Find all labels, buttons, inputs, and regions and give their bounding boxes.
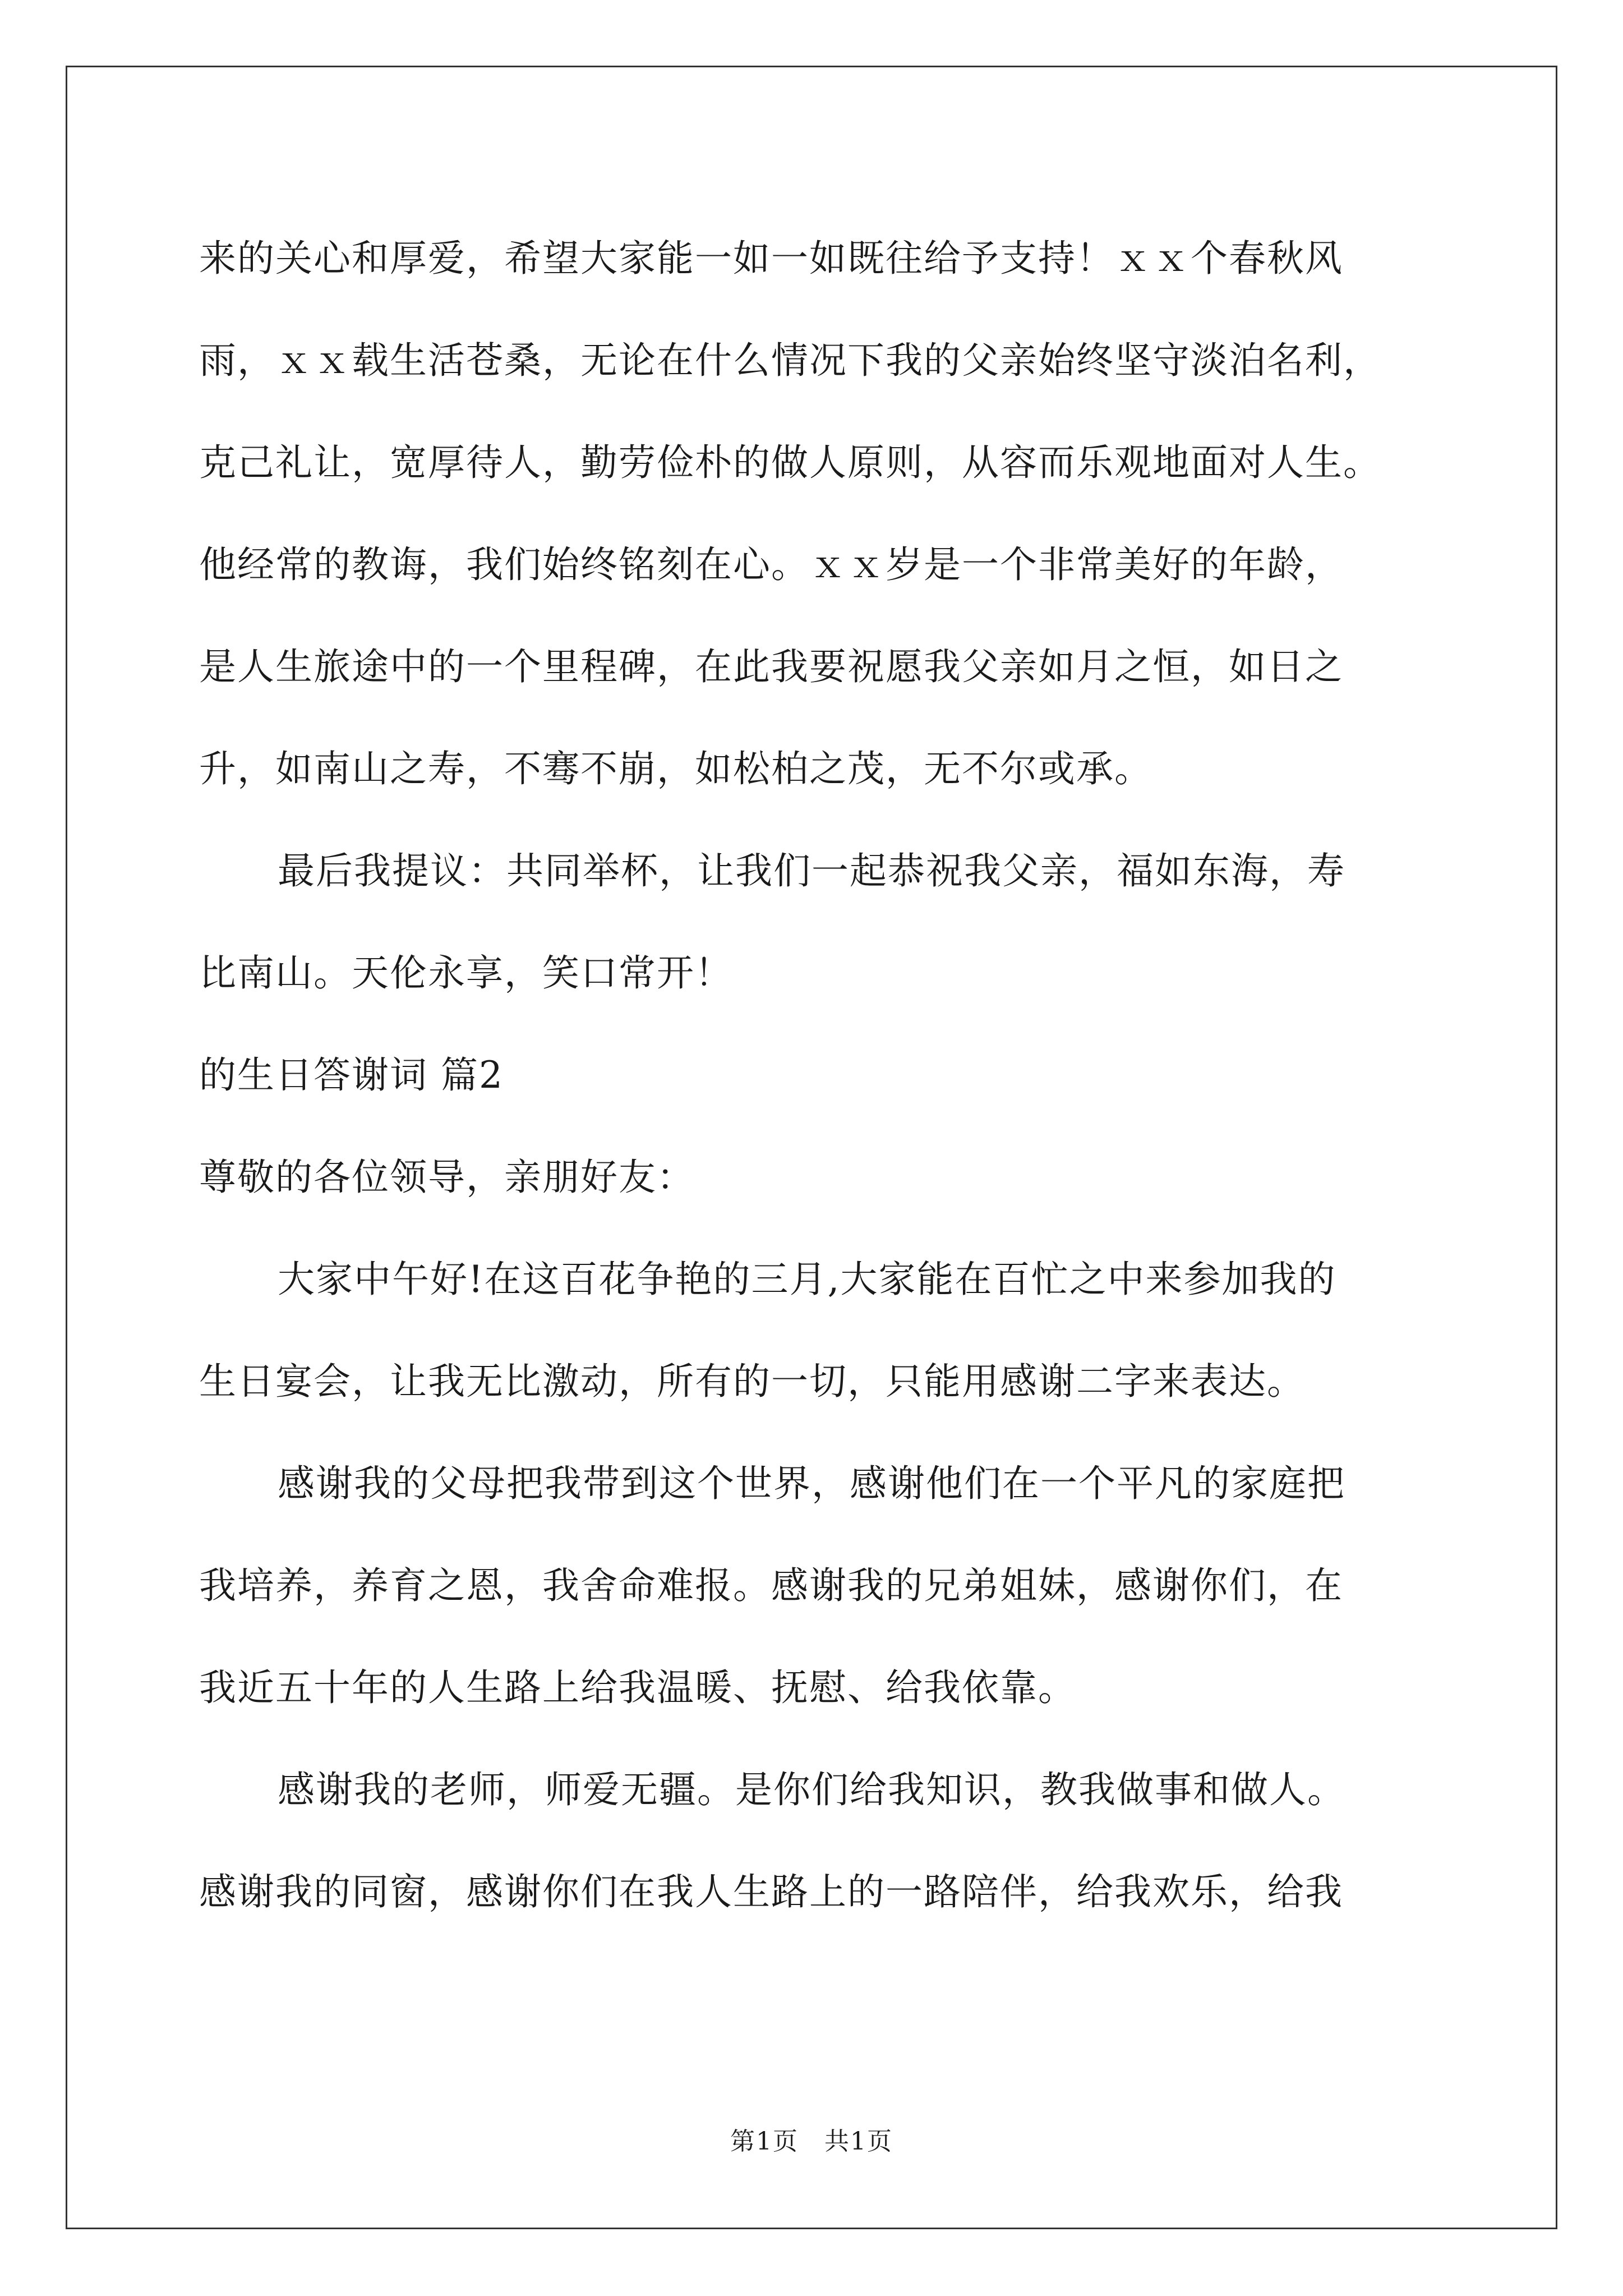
text-line-16: 感谢我的老师，师爱无疆。是你们给我知识，教我做事和做人。 <box>278 1768 1345 1811</box>
text-line-5: 是人生旅途中的一个里程碑，在此我要祝愿我父亲如月之恒，如日之 <box>199 645 1343 688</box>
document-body <box>199 208 1433 1943</box>
text-line-3: 克己礼让，宽厚待人，勤劳俭朴的做人原则，从容而乐观地面对人生。 <box>199 441 1381 484</box>
text-line-14: 我培养，养育之恩，我舍命难报。感谢我的兄弟姐妹，感谢你们，在 <box>199 1564 1343 1607</box>
text-line-1: 来的关心和厚爱，希望大家能一如一如既往给予支持！ｘｘ个春秋风 <box>199 237 1343 280</box>
page-number: 第1页 共1页 <box>730 2127 893 2156</box>
text-line-8: 比南山。天伦永享，笑口常开！ <box>199 951 733 995</box>
text-line-6: 升，如南山之寿，不骞不崩，如松柏之茂，无不尔或承。 <box>199 747 1152 790</box>
text-line-17: 感谢我的同窗，感谢你们在我人生路上的一路陪伴，给我欢乐，给我 <box>199 1870 1343 1913</box>
text-line-4: 他经常的教诲，我们始终铭刻在心。ｘｘ岁是一个非常美好的年龄， <box>199 543 1343 586</box>
text-line-11: 大家中午好!在这百花争艳的三月,大家能在百忙之中来参加我的 <box>278 1258 1336 1301</box>
text-line-15: 我近五十年的人生路上给我温暖、抚慰、给我依靠。 <box>199 1666 1076 1709</box>
section-heading: 的生日答谢词 篇2 <box>199 1053 504 1097</box>
text-line-13: 感谢我的父母把我带到这个世界，感谢他们在一个平凡的家庭把 <box>278 1462 1345 1505</box>
text-line-2: 雨，ｘｘ载生活苍桑，无论在什么情况下我的父亲始终坚守淡泊名利， <box>199 339 1381 382</box>
text-line-7: 最后我提议：共同举杯，让我们一起恭祝我父亲，福如东海，寿 <box>278 849 1345 892</box>
text-line-12: 生日宴会，让我无比激动，所有的一切，只能用感谢二字来表达。 <box>199 1360 1305 1403</box>
salutation: 尊敬的各位领导，亲朋好友： <box>199 1156 695 1199</box>
